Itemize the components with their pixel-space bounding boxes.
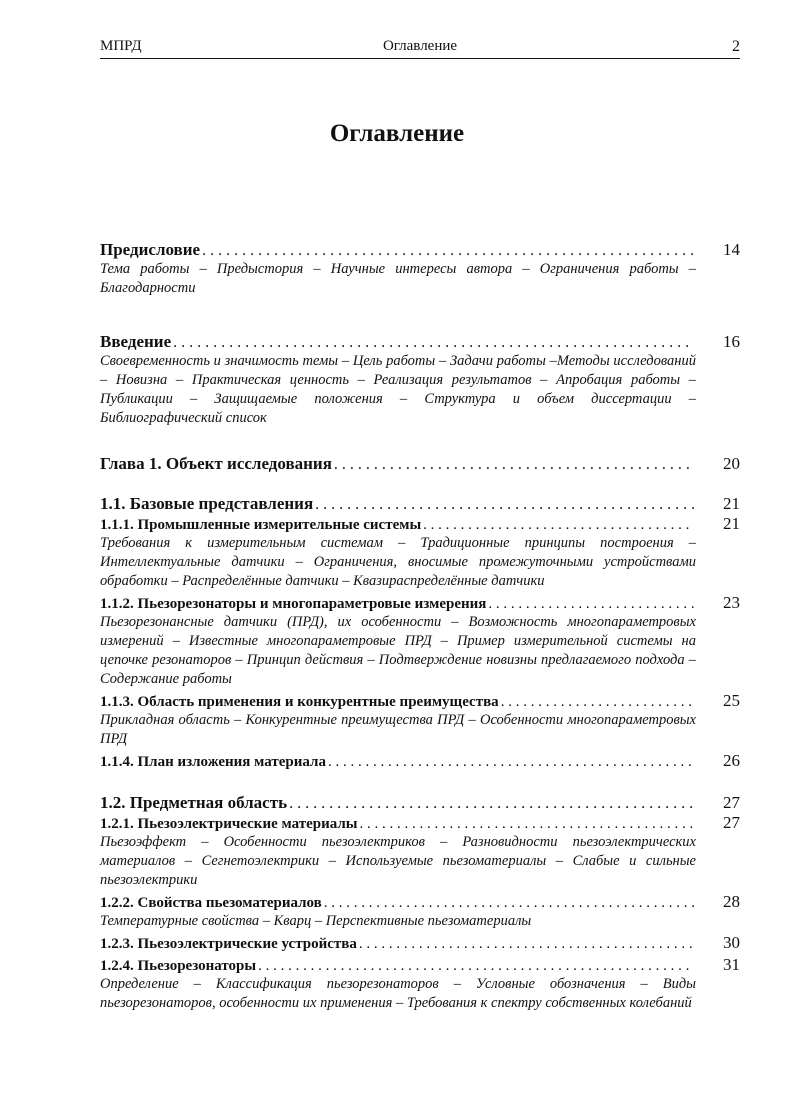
toc-entry-page: 25	[723, 691, 740, 710]
leader-dots	[289, 795, 694, 813]
toc-entry-1-2[interactable]	[100, 793, 740, 813]
table-of-contents	[100, 240, 740, 1013]
toc-entry-chapter-1[interactable]	[100, 454, 740, 474]
toc-entry-description: Определение – Классификация пьезорезонаторов – Условные обозначения – Виды пьезорезонаторов, особенности их применения – Требования к спектру собственных колебаний	[100, 976, 696, 1011]
toc-entry-1-1-4[interactable]	[100, 751, 740, 771]
header-left: МПРД	[100, 38, 142, 54]
toc-entry-title: 1.1.4. План изложения материала	[100, 754, 326, 770]
page-header	[100, 38, 740, 59]
toc-entry-page: 31	[723, 955, 740, 974]
toc-entry-preface[interactable]	[100, 240, 740, 260]
header-center: Оглавление	[382, 38, 458, 54]
leader-dots	[202, 242, 694, 260]
toc-entry-description: Требования к измерительным системам – Традиционные принципы построения – Интеллектуальные датчики – Ограничения, вносимые промежуточными устройствами обработки – Распределённые датчики – Квазираспределённые датчики	[100, 535, 696, 589]
toc-entry-page: 27	[723, 793, 740, 812]
toc-entry-1-1-1[interactable]	[100, 514, 740, 534]
toc-entry-description: Пьезоэффект – Особенности пьезоэлектриков – Разновидности пьезоэлектрических материалов – Сегнетоэлектрики – Используемые пьезоматериалы – Слабые и сильные пьезоэлектрики	[100, 834, 696, 888]
toc-entry-intro[interactable]	[100, 332, 740, 352]
toc-entry-description: Прикладная область – Конкурентные преимущества ПРД – Особенности многопараметровых ПРД	[100, 712, 696, 747]
toc-entry-title: 1.1. Базовые представления	[100, 494, 314, 513]
toc-entry-page: 20	[723, 454, 740, 473]
toc-entry-title: Введение	[100, 332, 172, 351]
leader-dots	[334, 456, 694, 474]
leader-dots	[315, 496, 694, 514]
toc-entry-1-2-2[interactable]	[100, 892, 740, 912]
toc-entry-title: 1.2. Предметная область	[100, 793, 288, 812]
leader-dots	[501, 694, 694, 711]
leader-dots	[488, 596, 694, 613]
toc-entry-description: Пьезорезонансные датчики (ПРД), их особенности – Возможность многопараметровых измерений – Известные многопараметровые ПРД – Пример измерительной системы на цепочке резонаторов – Принцип действия – Подтверждение новизны предлагаемого подхода – Содержание работы	[100, 614, 696, 687]
header-page-number: 2	[732, 38, 740, 55]
leader-dots	[324, 895, 694, 912]
toc-entry-page: 26	[723, 751, 740, 770]
leader-dots	[258, 958, 694, 975]
leader-dots	[359, 936, 694, 953]
toc-entry-page: 28	[723, 892, 740, 911]
leader-dots	[423, 517, 694, 534]
toc-entry-1-2-3[interactable]	[100, 933, 740, 953]
toc-entry-description: Своевременность и значимость темы – Цель работы – Задачи работы –Методы исследований – Новизна – Практическая ценность – Реализация результатов – Апробация работы – Публикации – Защищаемые положения – Структура и объем диссертации – Библиографический список	[100, 353, 696, 426]
toc-entry-1-1-2[interactable]	[100, 593, 740, 613]
leader-dots	[328, 754, 694, 771]
toc-entry-page: 14	[723, 240, 740, 259]
toc-entry-page: 16	[723, 332, 740, 351]
toc-entry-page: 27	[723, 813, 740, 832]
leader-dots	[360, 816, 695, 833]
toc-entry-1-1-3[interactable]	[100, 691, 740, 711]
toc-entry-1-2-1[interactable]	[100, 813, 740, 833]
toc-entry-title: 1.2.3. Пьезоэлектрические устройства	[100, 936, 357, 952]
toc-entry-page: 23	[723, 593, 740, 612]
toc-entry-title: 1.1.2. Пьезорезонаторы и многопараметровые измерения	[100, 596, 487, 612]
toc-entry-1-1[interactable]	[100, 494, 740, 514]
toc-entry-1-2-4[interactable]	[100, 955, 740, 975]
toc-entry-title: Предисловие	[100, 240, 201, 259]
toc-entry-description: Тема работы – Предыстория – Научные интересы автора – Ограничения работы – Благодарности	[100, 261, 696, 296]
toc-entry-title: 1.2.2. Свойства пьезоматериалов	[100, 895, 322, 911]
toc-entry-page: 21	[723, 494, 740, 513]
toc-entry-description: Температурные свойства – Кварц – Перспективные пьезоматериалы	[100, 913, 532, 929]
toc-entry-page: 21	[723, 514, 740, 533]
page-title: Оглавление	[329, 120, 465, 147]
toc-entry-title: 1.1.3. Область применения и конкурентные преимущества	[100, 694, 499, 710]
toc-entry-title: Глава 1. Объект исследования	[100, 454, 332, 473]
toc-entry-title: 1.2.4. Пьезорезонаторы	[100, 958, 257, 974]
leader-dots	[173, 334, 694, 352]
toc-entry-title: 1.2.1. Пьезоэлектрические материалы	[100, 816, 358, 832]
toc-entry-title: 1.1.1. Промышленные измерительные системы	[100, 517, 422, 533]
toc-entry-page: 30	[723, 933, 740, 952]
